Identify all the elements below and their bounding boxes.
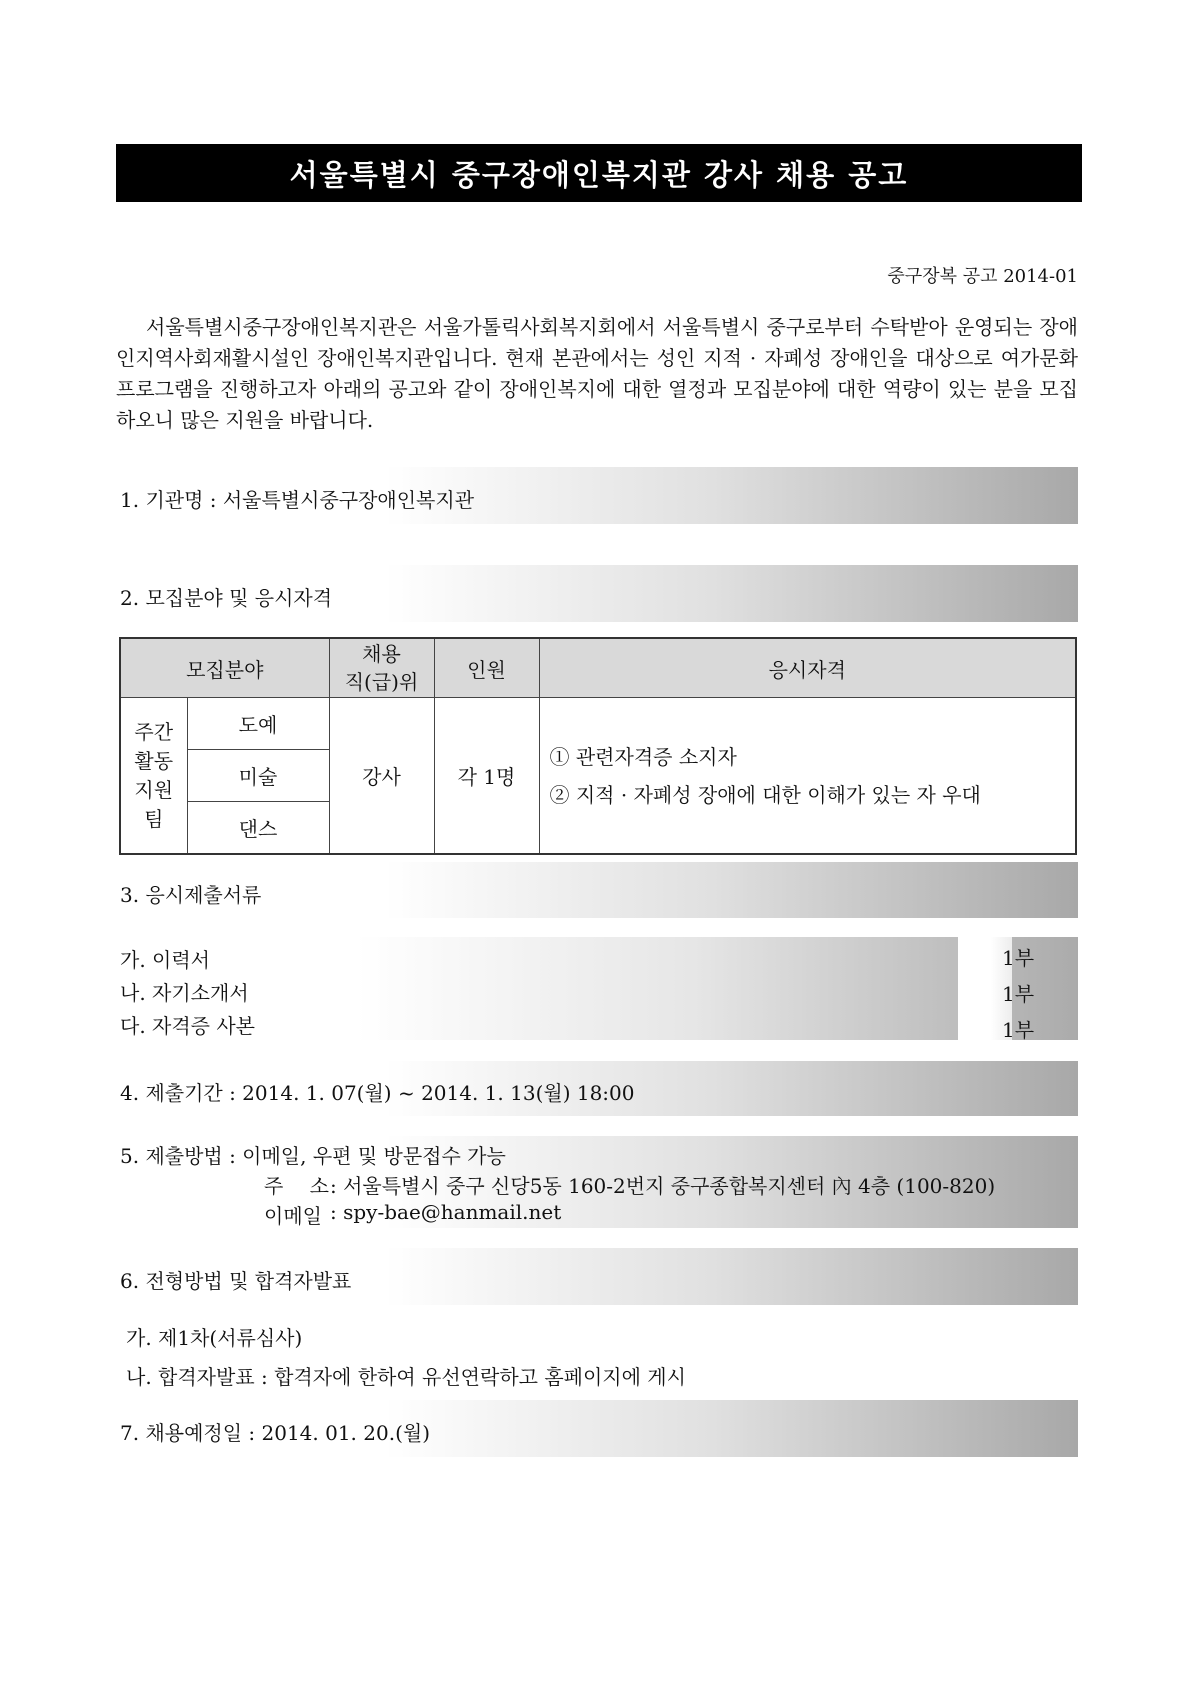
table-row — [120, 698, 1076, 750]
documents-band — [116, 937, 1078, 1040]
section-3-heading: 3. 응시제출서류 — [120, 883, 262, 907]
header-qualification: 응시자격 — [539, 638, 1076, 698]
header-position-line1: 채용 — [362, 642, 401, 666]
document-item: 가. 이력서 — [120, 948, 210, 972]
team-line: 활동 — [134, 748, 174, 773]
section-7-heading: 7. 채용예정일 : 2014. 01. 20.(월) — [120, 1421, 431, 1445]
qualification-item: ② 지적 · 자폐성 장애에 대한 이해가 있는 자 우대 — [549, 782, 981, 807]
team-cell — [120, 698, 187, 855]
address-value: : 서울특별시 중구 신당5동 160-2번지 중구종합복지센터 內 4층 (100-820) — [330, 1174, 996, 1198]
category-cell: 도예 — [187, 698, 329, 750]
document-count: 1부 — [1002, 982, 1035, 1006]
section-6-heading: 6. 전형방법 및 합격자발표 — [120, 1269, 352, 1293]
category-cell: 댄스 — [187, 802, 329, 855]
document-count: 1부 — [1002, 1018, 1035, 1042]
recruitment-table — [119, 637, 1077, 855]
count-cell: 각 1명 — [434, 698, 539, 855]
section-4-heading: 4. 제출기간 : 2014. 1. 07(월) ~ 2014. 1. 13(월) 18:00 — [120, 1081, 635, 1105]
selection-step-1: 가. 제1차(서류심사) — [126, 1326, 303, 1350]
selection-step-2: 나. 합격자발표 : 합격자에 한하여 유선연락하고 홈페이지에 게시 — [126, 1365, 686, 1389]
section-5-heading: 5. 제출방법 : 이메일, 우편 및 방문접수 가능 — [120, 1144, 506, 1168]
position-cell: 강사 — [329, 698, 434, 855]
header-field: 모집분야 — [120, 638, 329, 698]
document-item: 다. 자격증 사본 — [120, 1014, 255, 1038]
team-line: 지원 — [134, 777, 174, 802]
qualification-cell — [539, 698, 1076, 855]
category-cell: 미술 — [187, 750, 329, 802]
header-position-line2: 직(급)위 — [344, 670, 419, 694]
section-2-heading: 2. 모집분야 및 응시자격 — [120, 586, 333, 610]
section-1-heading: 1. 기관명 : 서울특별시중구장애인복지관 — [120, 488, 475, 512]
header-count: 인원 — [434, 638, 539, 698]
notice-number: 중구장복 공고 2014-01 — [887, 266, 1078, 287]
team-line: 주간 — [134, 719, 174, 744]
qualification-item: ① 관련자격증 소지자 — [549, 744, 737, 769]
table-header-row — [120, 638, 1076, 698]
team-line: 팀 — [144, 806, 164, 831]
header-position — [329, 638, 434, 698]
document-item: 나. 자기소개서 — [120, 981, 249, 1005]
intro-paragraph: 서울특별시중구장애인복지관은 서울가톨릭사회복지회에서 서울특별시 중구로부터 수탁받아 운영되는 장애인지역사회재활시설인 장애인복지관입니다. 현재 본관에서는 성인 지적 · 자폐성 장애인을 대상으로 여가문화 프로그램을 진행하고자 아래의 공고와 같이 장애인복지에 대한 열정과 모집분야에 대한 역량이 있는 분을 모집하오니 많은 지원을 바랍니다. — [116, 315, 1078, 432]
email-label: 이메일 — [264, 1204, 322, 1228]
page-title: 서울특별시 중구장애인복지관 강사 채용 공고 — [289, 157, 909, 192]
email-value: : spy-bae@hanmail.net — [330, 1200, 562, 1224]
page-title-bar — [116, 144, 1082, 202]
address-label: 주 소 — [264, 1174, 329, 1198]
document-count: 1부 — [1002, 946, 1035, 970]
